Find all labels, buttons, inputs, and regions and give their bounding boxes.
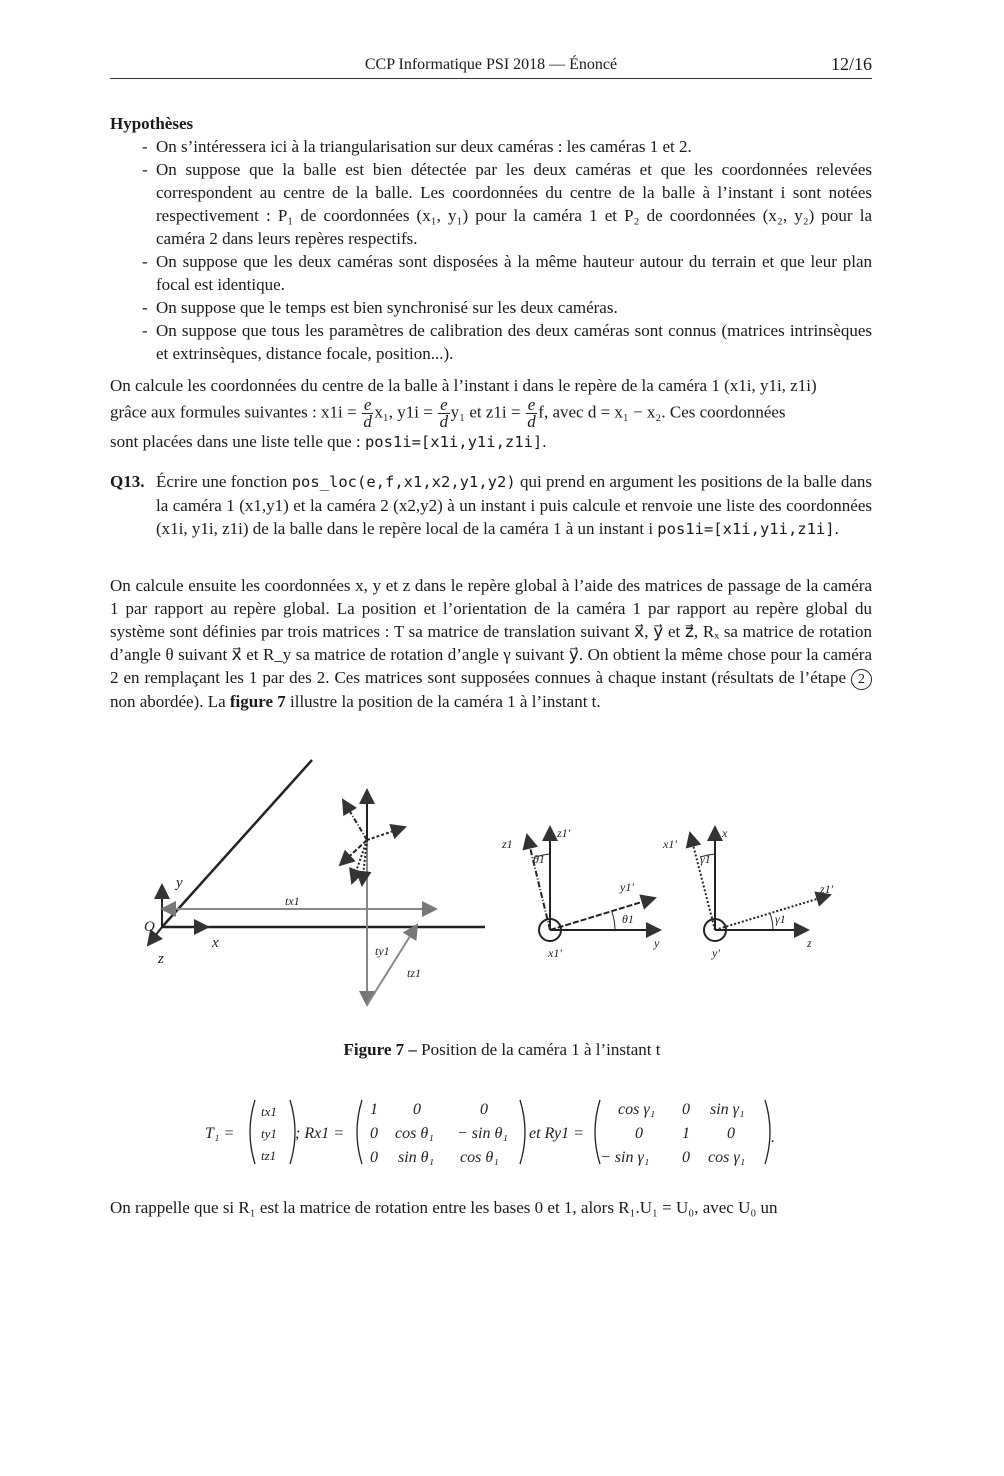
matrix-cell: 0: [370, 1125, 378, 1142]
label-z1-prime: z1′: [557, 826, 571, 840]
frac-den: d: [363, 412, 372, 431]
label-y: y: [654, 936, 660, 950]
Ry1-label: et Ry1 =: [529, 1125, 584, 1142]
question-label: Q13.: [110, 472, 145, 491]
caption-label: Figure 7 –: [343, 1040, 417, 1059]
matrix-cell: 0: [370, 1149, 378, 1166]
para1-text: grâce aux formules suivantes : x1i =: [110, 402, 357, 422]
code-pos1i: pos1i=[x1i,y1i,z1i]: [657, 520, 835, 538]
matrix-cell: cos γ₁: [708, 1149, 746, 1166]
bullet-dash: -: [142, 298, 148, 317]
page-header: [110, 52, 872, 79]
paragraph-coordinates: [110, 374, 872, 454]
T1-label: T₁ =: [205, 1125, 235, 1142]
hypothesis-text: On suppose que les deux caméras sont disposées à la même hauteur autour du terrain et que leur plan focal est identique.: [156, 252, 872, 294]
bullet-dash: -: [142, 137, 148, 156]
para1-text: f, avec d = x₁ − x₂. Ces coordonnées: [538, 402, 786, 422]
label-ty1: ty1: [375, 944, 390, 958]
matrix-Ry1: [600, 1101, 745, 1166]
label-tz1: tz1: [407, 966, 422, 980]
fraction-e-d: [362, 397, 374, 430]
matrix-Rx1: [370, 1101, 508, 1166]
frac-den: d: [527, 412, 536, 431]
matrix-cell: cos θ₁: [460, 1149, 499, 1166]
bullet-dash: -: [142, 160, 148, 179]
matrix-cell: 1: [682, 1125, 690, 1142]
para1-line3: [110, 430, 872, 454]
hypotheses-section: [110, 112, 872, 365]
label-gamma1: γ1: [775, 912, 786, 926]
para2-text: illustre la position de la caméra 1 à l’instant t.: [290, 691, 601, 711]
caption-text: Position de la caméra 1 à l’instant t: [421, 1040, 661, 1059]
fraction-e-d: [526, 397, 538, 430]
page-number: 12/16: [830, 54, 872, 74]
matrix-cell: 0: [727, 1125, 735, 1142]
global-frame-diagram: [144, 760, 485, 1005]
code-function-signature: pos_loc(e,f,x1,x2,y1,y2): [291, 473, 516, 491]
label-theta1: θ1: [533, 852, 545, 866]
label-z1: z1: [502, 837, 513, 851]
paragraph-matrices: [110, 574, 872, 713]
label-tx1: tx1: [285, 894, 300, 908]
matrix-cell: 0: [682, 1101, 690, 1118]
matrix-cell: 0: [413, 1101, 421, 1118]
matrices-end: .: [771, 1129, 775, 1146]
matrix-T1-cell: tz1: [261, 1148, 277, 1163]
matrix-cell: 0: [635, 1125, 643, 1142]
Rx1-label: ; Rx1 =: [295, 1125, 344, 1142]
label-z: z: [807, 936, 812, 950]
hypotheses-heading: Hypothèses: [110, 114, 194, 133]
hypothesis-text: On s’intéressera ici à la triangularisation sur deux caméras : les caméras 1 et 2.: [156, 137, 692, 156]
matrix-cell: sin θ₁: [398, 1149, 435, 1166]
circled-step-number: 2: [851, 669, 872, 690]
matrix-cell: sin γ₁: [710, 1101, 745, 1118]
frac-num: e: [363, 395, 372, 414]
para1-line1: On calcule les coordonnées du centre de la balle à l’instant i dans le repère de la caméra 1 (x1i, y1i, z1i): [110, 376, 817, 395]
frac-den: d: [439, 412, 449, 431]
matrix-cell: cos θ₁: [395, 1125, 434, 1142]
bullet-dash: -: [142, 252, 148, 271]
figure-reference: figure 7: [229, 691, 286, 711]
para1-text: sont placées dans une liste telle que :: [110, 432, 361, 451]
label-y: y: [176, 875, 183, 891]
hypotheses-list: [110, 135, 872, 365]
para2-text: On calcule ensuite les coordonnées x, y et z dans le repère global à l’aide des matrices de passage de la caméra 1 par rapport au repère global. La position et l’orientation de la caméra 1 par rapport au repère global du système sont définies par trois matrices : T sa matrice de translation suivant x⃗, y⃗ et z⃗, Rₓ sa matrice de rotation d’angle θ suivant x⃗ et R_y sa matrice de rotation d’angle γ suivant y⃗. On obtient la même chose pour la caméra 2 en remplaçant les 1 par des 2. Ces matrices sont supposées connues à chaque instant (résultats de l’étape: [110, 576, 872, 687]
label-x: x: [212, 935, 219, 951]
hypothesis-text: On suppose que le temps est bien synchronisé sur les deux caméras.: [156, 298, 618, 317]
rotation-theta-diagram: [501, 826, 660, 960]
matrix-cell: − sin γ₁: [600, 1149, 650, 1166]
code-pos1i: pos1i=[x1i,y1i,z1i]: [364, 433, 543, 451]
matrix-T1-cell: tx1: [261, 1104, 277, 1119]
label-theta1: θ1: [622, 912, 634, 926]
fraction-e-d: [438, 397, 450, 430]
hypothesis-item: [110, 250, 872, 296]
para1-line2: [110, 397, 872, 430]
figure-caption: [0, 1040, 1004, 1060]
label-z: z: [158, 951, 164, 967]
matrix-T1-cell: ty1: [261, 1126, 277, 1141]
matrix-cell: 1: [370, 1101, 378, 1118]
bullet-dash: -: [142, 321, 148, 340]
matrix-cell: − sin θ₁: [457, 1125, 508, 1142]
label-x1-prime: x1′: [663, 837, 677, 851]
last-line: On rappelle que si R₁ est la matrice de rotation entre les bases 0 et 1, alors R₁.U₁ = U₀, avec U₀ un: [110, 1198, 778, 1217]
q13-text: .: [834, 519, 839, 538]
q13-text: qui prend en argument les positions de la balle dans la caméra 1 (x1,y1) et la caméra 2 (x2,y2) à un instant i puis calcule et renvoie une liste des coordonnées (x1i, y1i, z1i) de la balle dans le repère local de la caméra 1 à un instant i: [156, 472, 873, 538]
frac-num: e: [440, 395, 448, 414]
para2-text: non abordée). La: [110, 691, 226, 711]
label-z1-prime: z1′: [820, 882, 834, 896]
hypothesis-text: On suppose que tous les paramètres de calibration des deux caméras sont connus (matrices intrinsèques et extrinsèques, distance focale, position...).: [156, 321, 872, 363]
label-x1-prime: x1′: [548, 946, 562, 960]
hypothesis-text: On suppose que la balle est bien détectée par les deux caméras et que les coordonnées relevées correspondent au centre de la balle. Les coordonnées du centre de la balle à l’instant i sont notées respectivement : P₁ de coordonnées (x₁, y₁) pour la caméra 1 et P₂ de coordonnées (x₂, y₂) pour la caméra 2 dans leurs repères respectifs.: [156, 160, 872, 248]
matrices-equation: [195, 1092, 815, 1172]
frac-num: e: [527, 395, 536, 414]
label-gamma1: γ1: [700, 852, 711, 866]
matrix-cell: cos γ₁: [618, 1101, 656, 1118]
label-y-prime: y′: [712, 946, 720, 960]
matrix-cell: 0: [480, 1101, 488, 1118]
hypothesis-item: [110, 158, 872, 250]
figure-7-diagram: [130, 755, 860, 1025]
hypothesis-item: [110, 135, 872, 158]
label-x: x: [722, 826, 728, 840]
label-O: O: [144, 919, 155, 935]
hypothesis-item: [110, 319, 872, 365]
para1-text: y₁ et z1i =: [450, 402, 521, 422]
question-q13: [110, 470, 872, 541]
para1-text: .: [542, 432, 547, 451]
hypothesis-item: [110, 296, 872, 319]
q13-text: Écrire une fonction: [156, 472, 288, 491]
rotation-gamma-diagram: [662, 826, 834, 960]
label-y1-prime: y1′: [620, 880, 634, 894]
question-body: [156, 470, 872, 541]
document-title: CCP Informatique PSI 2018 — Énoncé: [364, 56, 618, 73]
matrix-cell: 0: [682, 1149, 690, 1166]
para1-text: x₁, y1i =: [374, 402, 433, 422]
